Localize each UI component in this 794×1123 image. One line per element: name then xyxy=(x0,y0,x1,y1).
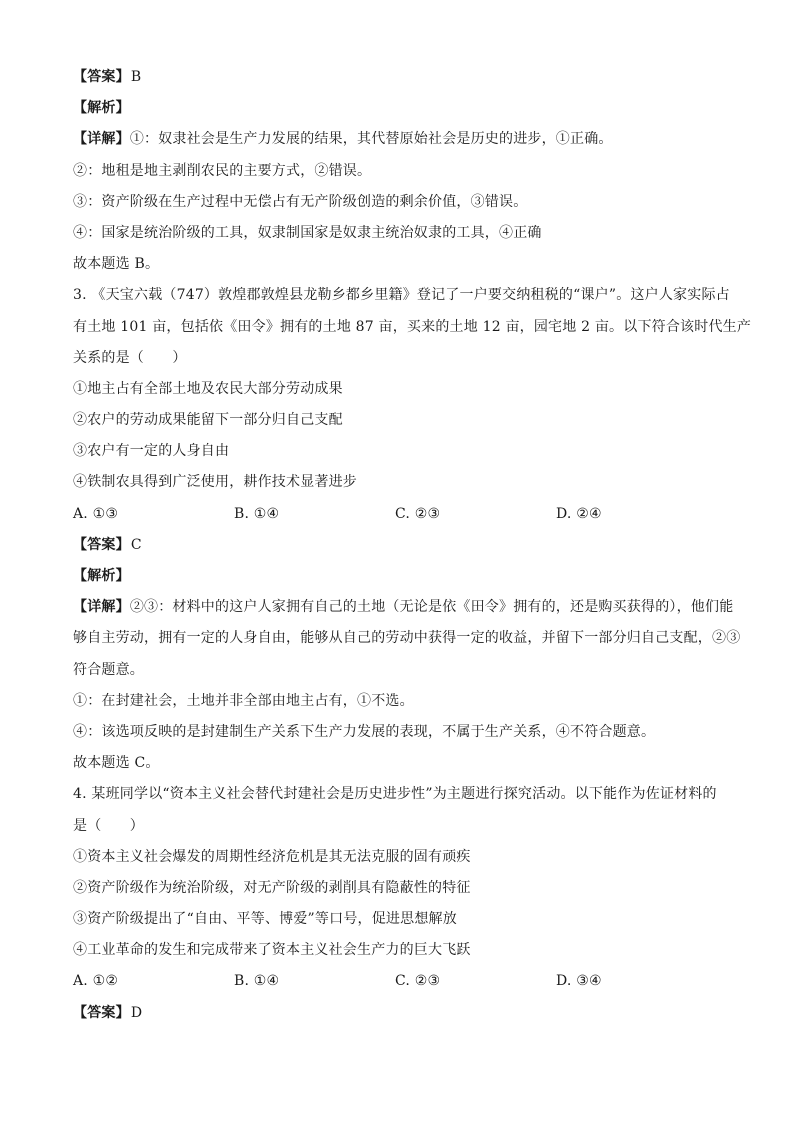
answer-tag: 【答案】 xyxy=(73,536,130,553)
detail-text: ②③：材料中的这户人家拥有自己的土地（无论是依《田令》拥有的，还是购买获得的），他们能 xyxy=(129,599,734,616)
option-a: A. ①② xyxy=(73,973,119,990)
q3-detail-line xyxy=(73,592,734,623)
q3-detail-line: ④：该选项反映的是封建制生产关系下生产力发展的表现，不属于生产关系，④不符合题意。 xyxy=(73,723,656,740)
q3-statement: ①地主占有全部土地及农民大部分劳动成果 xyxy=(73,380,343,397)
detail-tag: 【详解】 xyxy=(73,131,130,148)
q3-detail-line: 符合题意。 xyxy=(73,661,144,678)
answer-tag: 【答案】 xyxy=(73,69,130,85)
detail-text: ①：奴隶社会是生产力发展的结果，其代替原始社会是历史的进步，①正确。 xyxy=(129,131,613,148)
option-c: C. ②③ xyxy=(395,973,441,990)
q2-detail-line xyxy=(73,124,723,155)
q3-statement: ②农户的劳动成果能留下一部分归自己支配 xyxy=(73,412,343,429)
exam-page xyxy=(73,62,752,1029)
q3-detail-line: ①：在封建社会，土地并非全部由地主占有，①不选。 xyxy=(73,692,414,709)
answer-tag: 【答案】 xyxy=(73,1004,130,1021)
q3-statement: ④铁制农具得到广泛使用，耕作技术显著进步 xyxy=(73,474,357,491)
q2-detail-line: ④：国家是统治阶级的工具，奴隶制国家是奴隶主统治奴隶的工具，④正确 xyxy=(73,224,542,241)
q2-detail-line: ③：资产阶级在生产过程中无偿占有无产阶级创造的剩余价值，③错误。 xyxy=(73,193,528,210)
q4-statement: ④工业革命的发生和完成带来了资本主义社会生产力的巨大飞跃 xyxy=(73,942,471,959)
q3-stem-line: 有土地 101 亩，包括依《田令》拥有的土地 87 亩，买来的土地 12 亩，园宅地 2 亩。以下符合该时代生产 xyxy=(73,318,752,335)
option-d: D. ②④ xyxy=(556,505,602,522)
option-c: C. ②③ xyxy=(395,505,441,522)
q4-statement: ①资本主义社会爆发的周期性经济危机是其无法克服的固有顽疾 xyxy=(73,848,471,865)
q2-analysis-line xyxy=(73,93,723,124)
option-a: A. ①③ xyxy=(73,505,119,522)
option-b: B. ①④ xyxy=(234,505,280,522)
analysis-tag: 【解析】 xyxy=(73,100,130,117)
answer-value: D xyxy=(130,1004,143,1021)
option-d: D. ③④ xyxy=(556,973,602,990)
q3-statement: ③农户有一定的人身自由 xyxy=(73,443,230,460)
q4-answer-line xyxy=(73,998,723,1029)
answer-value: C xyxy=(130,536,142,553)
q2-answer-line xyxy=(73,62,723,93)
option-b: B. ①④ xyxy=(234,973,280,990)
q4-stem-line: 是（ ） xyxy=(73,817,144,834)
q3-options xyxy=(73,499,723,530)
analysis-tag: 【解析】 xyxy=(73,568,130,584)
q3-stem-line: 3. 《天宝六载（747）敦煌郡敦煌县龙勒乡都乡里籍》登记了一户要交纳租税的“课户”。这户人家实际占 xyxy=(73,287,730,304)
q2-conclusion: 故本题选 B。 xyxy=(73,256,160,273)
q4-stem-line: 4. 某班同学以“资本主义社会替代封建社会是历史进步性”为主题进行探究活动。以下能作为佐证材料的 xyxy=(73,786,717,803)
q3-conclusion: 故本题选 C。 xyxy=(73,755,160,772)
q4-options xyxy=(73,966,723,997)
q2-detail-line: ②：地租是地主剥削农民的主要方式，②错误。 xyxy=(73,162,372,179)
q3-stem-line: 关系的是（ ） xyxy=(73,349,187,366)
detail-tag: 【详解】 xyxy=(73,599,130,616)
q3-detail-line: 够自主劳动，拥有一定的人身自由，能够从自己的劳动中获得一定的收益，并留下一部分归自己支配，②③ xyxy=(73,630,741,647)
answer-value: B xyxy=(130,69,142,85)
q3-analysis-line xyxy=(73,561,723,592)
q4-statement: ③资产阶级提出了“自由、平等、博爱”等口号，促进思想解放 xyxy=(73,911,457,928)
q3-answer-line xyxy=(73,530,723,561)
q4-statement: ②资产阶级作为统治阶级，对无产阶级的剥削具有隐蔽性的特征 xyxy=(73,879,471,896)
